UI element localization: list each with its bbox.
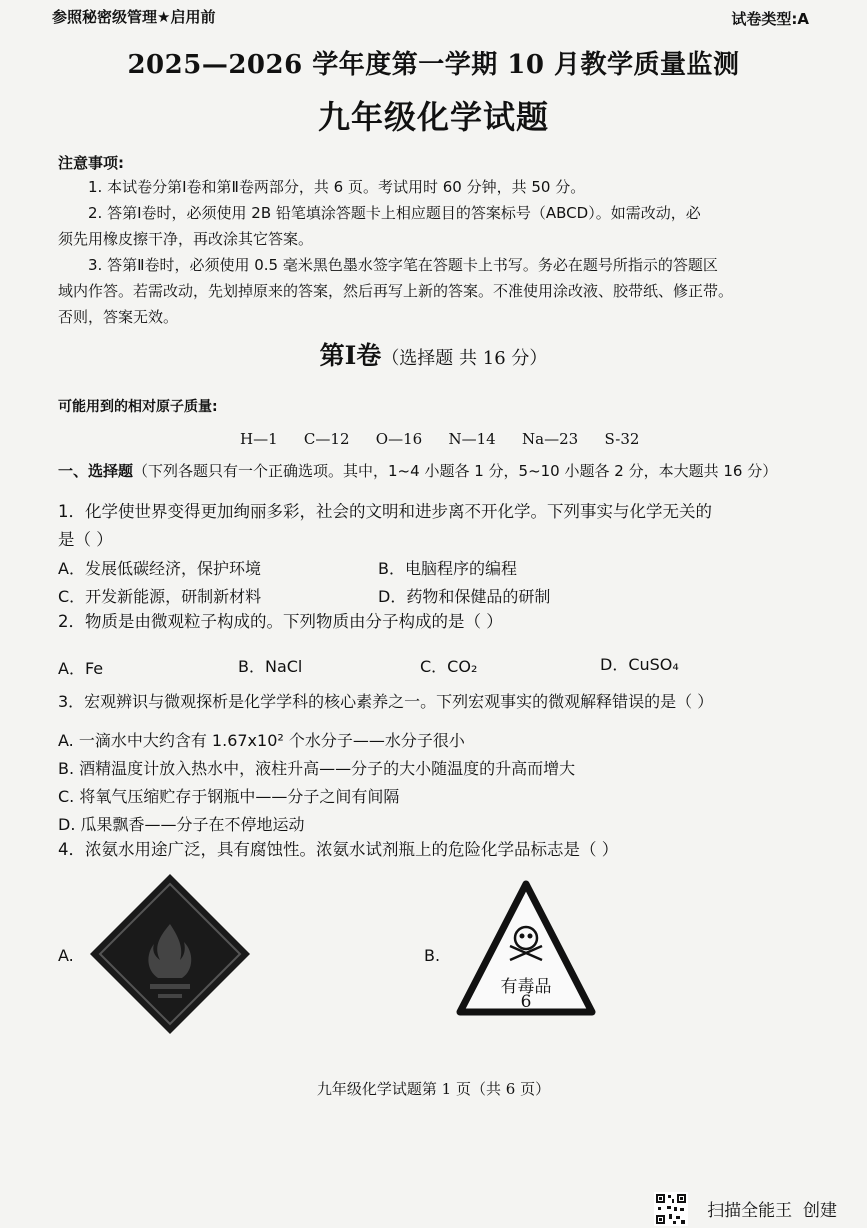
section1-title: 第Ⅰ卷（选择题 共 16 分）	[319, 341, 548, 370]
q2-option-a: A．Fe	[58, 659, 104, 678]
q1-option-b: B．电脑程序的编程	[378, 559, 517, 578]
q3-option-b: B. 酒精温度计放入热水中，液柱升高——分子的大小随温度的升高而增大	[58, 759, 576, 778]
q1-option-d: D．药物和保健品的研制	[378, 587, 551, 606]
q4-option-a-label: A.	[58, 946, 74, 965]
note-line: 3. 答第Ⅱ卷时，必须使用 0.5 毫米黑色墨水签字笔在答题卡上书写。务必在题号所指示的答题区	[88, 256, 718, 274]
flammable-diamond-sign-icon	[88, 872, 252, 1036]
secret-level-label: 参照秘密级管理★启用前	[52, 8, 216, 26]
note-line: 2. 答第Ⅰ卷时，必须使用 2B 铅笔填涂答题卡上相应题目的答案标号（ABCD）。如需改动，必	[88, 204, 701, 222]
q1-option-c: C．开发新能源，研制新材料	[58, 587, 262, 606]
page-footer: 九年级化学试题第 1 页（共 6 页）	[316, 1080, 551, 1098]
q1-option-a: A．发展低碳经济，保护环境	[58, 559, 261, 578]
toxic-sign-text: 有毒品	[500, 977, 552, 997]
q3-option-c: C. 将氧气压缩贮存于钢瓶中——分子之间有间隔	[58, 787, 400, 806]
exam-title: 2025—2026 学年度第一学期 10 月教学质量监测	[127, 50, 740, 80]
exam-subject-title: 九年级化学试题	[317, 98, 549, 136]
note-line: 须先用橡皮擦干净，再改涂其它答案。	[58, 230, 314, 248]
question-1-stem-cont: 是（ ）	[58, 530, 113, 549]
atomic-mass-heading: 可能用到的相对原子质量:	[58, 399, 218, 415]
qr-code-icon	[654, 1192, 688, 1226]
part-heading: 一、选择题（下列各题只有一个正确选项。其中，1~4 小题各 1 分，5~10 小题各 2 分，本大题共 16 分）	[58, 462, 778, 480]
note-line: 否则，答案无效。	[58, 308, 179, 326]
question-1-stem: 1．化学使世界变得更加绚丽多彩，社会的文明和进步离不开化学。下列事实与化学无关的	[58, 502, 712, 521]
q2-option-c: C．CO₂	[420, 657, 478, 676]
notes-heading: 注意事项:	[58, 154, 124, 172]
q2-option-b: B．NaCl	[238, 657, 303, 676]
q4-option-b-label: B.	[424, 946, 441, 965]
q2-option-d: D．CuSO₄	[600, 655, 679, 674]
question-2-stem: 2．物质是由微观粒子构成的。下列物质由分子构成的是（ ）	[58, 612, 503, 631]
paper-type-label: 试卷类型:A	[731, 10, 809, 28]
question-4-stem: 4．浓氨水用途广泛，具有腐蚀性。浓氨水试剂瓶上的危险化学品标志是（ ）	[58, 840, 619, 859]
note-line: 域内作答。若需改动，先划掉原来的答案，然后再写上新的答案。不准使用涂改液、胶带纸、修正带。	[58, 282, 734, 300]
toxic-sign-number: 6	[520, 992, 532, 1012]
question-3-stem: 3．宏观辨识与微观探析是化学学科的核心素养之一。下列宏观事实的微观解释错误的是（ ）	[58, 692, 714, 711]
note-line: 1. 本试卷分第Ⅰ卷和第Ⅱ卷两部分，共 6 页。考试用时 60 分钟，共 50 分。	[88, 178, 586, 196]
q3-option-d: D. 瓜果飘香——分子在不停地运动	[58, 815, 305, 834]
q3-option-a: A. 一滴水中大约含有 1.67x10² 个水分子——水分子很小	[58, 731, 465, 750]
atomic-mass-list: H—1 C—12 O—16 N—14 Na—23 S-32	[240, 430, 640, 448]
scanner-watermark: 扫描全能王 创建	[707, 1201, 837, 1221]
